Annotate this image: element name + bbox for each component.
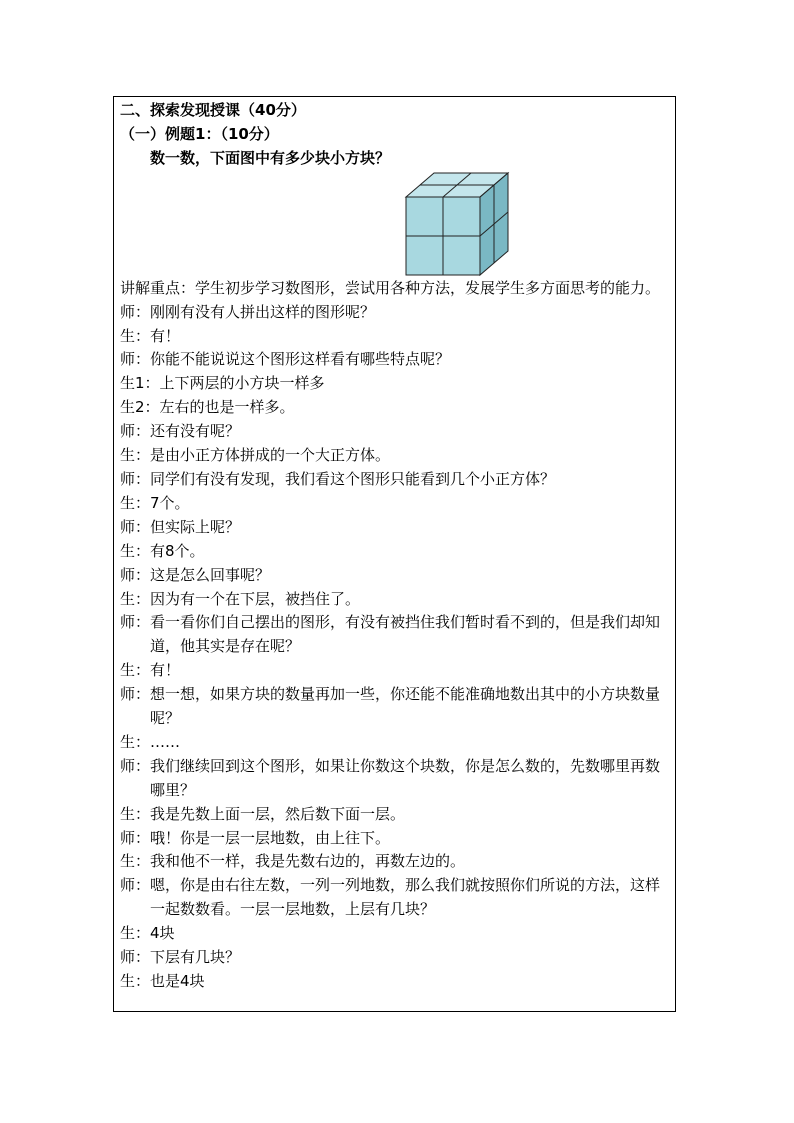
dialogue-line: 生：我和他不一样，我是先数右边的，再数左边的。: [120, 852, 466, 871]
dialogue-line: 师：下层有几块？: [120, 948, 241, 967]
dialogue-line: 生1：上下两层的小方块一样多: [120, 374, 325, 393]
dialogue-line: 生：4块: [120, 924, 175, 943]
example-title: （一）例题1：（10分）: [120, 124, 279, 143]
dialogue-line: 师：你能不能说说这个图形这样看有哪些特点呢？: [120, 350, 451, 369]
lesson-table-cell: [113, 96, 676, 1012]
dialogue-line: 生：有！: [120, 326, 181, 345]
dialogue-line: 生：有！: [120, 661, 181, 680]
section-title: 二、探索发现授课（40分）: [120, 101, 306, 119]
dialogue-line: 师：同学们有没有发现，我们看这个图形只能看到几个小正方体？: [120, 469, 556, 488]
dialogue-line: 师：这是怎么回事呢？: [120, 565, 271, 584]
dialogue-line: 生：有8个。: [120, 541, 205, 560]
dialogue-line: 师：想一想，如果方块的数量再加一些，你还能不能准确地数出其中的小方块数量呢？: [120, 685, 661, 728]
dialogue-line: 生：我是先数上面一层，然后数下面一层。: [120, 804, 406, 823]
dialogue-line: 师：嗯，你是由右往左数，一列一列地数，那么我们就按照你们所说的方法，这样一起数数看。一层一层地数，上层有几块？: [120, 876, 661, 919]
dialogue-line: 生：因为有一个在下层，被挡住了。: [120, 589, 361, 608]
cube-figure: [120, 171, 669, 277]
dialogue-line: 生：也是4块: [120, 972, 205, 990]
dialogue-line: 生：……: [120, 732, 181, 751]
dialogue-list: [120, 277, 669, 994]
cell-content: [120, 99, 669, 994]
dialogue-line: 师：但实际上呢？: [120, 517, 241, 536]
dialogue-line: 生：7个。: [120, 493, 190, 512]
question-text: 数一数，下面图中有多少块小方块？: [150, 148, 391, 167]
dialogue-line: 师：刚刚有没有人拼出这样的图形呢？: [120, 302, 376, 321]
dialogue-line: 师：看一看你们自己摆出的图形，有没有被挡住我们暂时看不到的，但是我们却知道，他其实是存在呢？: [120, 613, 661, 656]
cube-diagram: [400, 171, 510, 277]
dialogue-line: 生：是由小正方体拼成的一个大正方体。: [120, 446, 391, 465]
dialogue-line: 讲解重点：学生初步学习数图形，尝试用各种方法，发展学生多方面思考的能力。: [120, 278, 661, 297]
dialogue-line: 生2：左右的也是一样多。: [120, 398, 295, 417]
dialogue-line: 师：哦！你是一层一层地数，由上往下。: [120, 828, 391, 847]
dialogue-line: 师：还有没有呢？: [120, 422, 241, 441]
dialogue-line: 师：我们继续回到这个图形，如果让你数这个块数，你是怎么数的，先数哪里再数哪里？: [120, 756, 661, 799]
